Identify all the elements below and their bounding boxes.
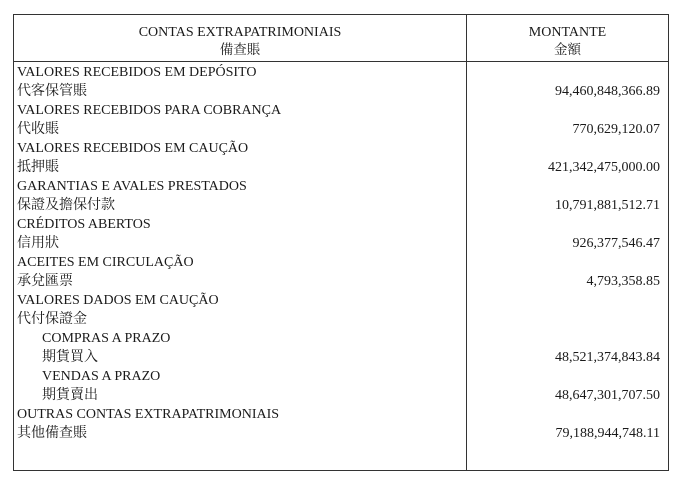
row-amount: 79,188,944,748.11 xyxy=(555,426,660,441)
table-row xyxy=(14,139,668,158)
row-amount: 926,377,546.47 xyxy=(572,236,660,251)
table-row xyxy=(14,215,668,234)
table-row xyxy=(14,310,668,329)
row-label: ACEITES EM CIRCULAÇÃO xyxy=(17,255,194,270)
row-label: 其他備查賬 xyxy=(17,426,87,441)
row-amount: 10,791,881,512.71 xyxy=(555,198,660,213)
table-row xyxy=(14,291,668,310)
header-amount-pt: MONTANTE xyxy=(528,25,607,40)
row-label: 抵押賬 xyxy=(17,160,59,175)
table-row xyxy=(14,101,668,120)
table-row xyxy=(14,177,668,196)
table-row xyxy=(14,158,668,177)
row-label: 代客保管賬 xyxy=(17,84,87,99)
header-accounts xyxy=(14,24,466,58)
table-body xyxy=(14,63,668,443)
row-amount: 4,793,358.85 xyxy=(586,274,660,289)
row-label: 代付保證金 xyxy=(17,312,87,327)
row-label: 信用狀 xyxy=(17,236,59,251)
row-label: VALORES RECEBIDOS EM DEPÓSITO xyxy=(17,65,257,80)
table-row xyxy=(14,329,668,348)
table-row xyxy=(14,405,668,424)
row-label: CRÉDITOS ABERTOS xyxy=(17,217,151,232)
table-row xyxy=(14,120,668,139)
row-label: 代收賬 xyxy=(17,122,59,137)
table-row xyxy=(14,348,668,367)
header-amount xyxy=(467,24,668,58)
off-balance-sheet-table xyxy=(13,14,669,471)
table-row xyxy=(14,196,668,215)
row-label: COMPRAS A PRAZO xyxy=(42,331,171,346)
row-label: 期貨賣出 xyxy=(42,388,98,403)
row-label: 期貨買入 xyxy=(42,350,98,365)
table-row xyxy=(14,272,668,291)
row-amount: 94,460,848,366.89 xyxy=(555,84,660,99)
row-amount: 48,647,301,707.50 xyxy=(555,388,660,403)
table-row xyxy=(14,424,668,443)
row-amount: 48,521,374,843.84 xyxy=(555,350,660,365)
row-label: VALORES RECEBIDOS PARA COBRANÇA xyxy=(17,103,282,118)
row-amount: 770,629,120.07 xyxy=(572,122,660,137)
header-divider xyxy=(14,61,668,62)
row-label: 承兌匯票 xyxy=(17,274,73,289)
header-amount-zh: 金額 xyxy=(554,42,581,57)
row-label: VALORES RECEBIDOS EM CAUÇÃO xyxy=(17,141,249,156)
row-label: VENDAS A PRAZO xyxy=(42,369,161,384)
row-label: OUTRAS CONTAS EXTRAPATRIMONIAIS xyxy=(17,407,280,422)
table-row xyxy=(14,63,668,82)
row-label: GARANTIAS E AVALES PRESTADOS xyxy=(17,179,247,194)
row-amount: 421,342,475,000.00 xyxy=(548,160,660,175)
header-accounts-pt: CONTAS EXTRAPATRIMONIAIS xyxy=(138,25,342,40)
row-label: VALORES DADOS EM CAUÇÃO xyxy=(17,293,219,308)
table-row xyxy=(14,82,668,101)
table-row xyxy=(14,253,668,272)
header-accounts-zh: 備查賬 xyxy=(219,42,261,57)
table-row xyxy=(14,367,668,386)
table-row xyxy=(14,386,668,405)
table-row xyxy=(14,234,668,253)
row-label: 保證及擔保付款 xyxy=(17,198,115,213)
